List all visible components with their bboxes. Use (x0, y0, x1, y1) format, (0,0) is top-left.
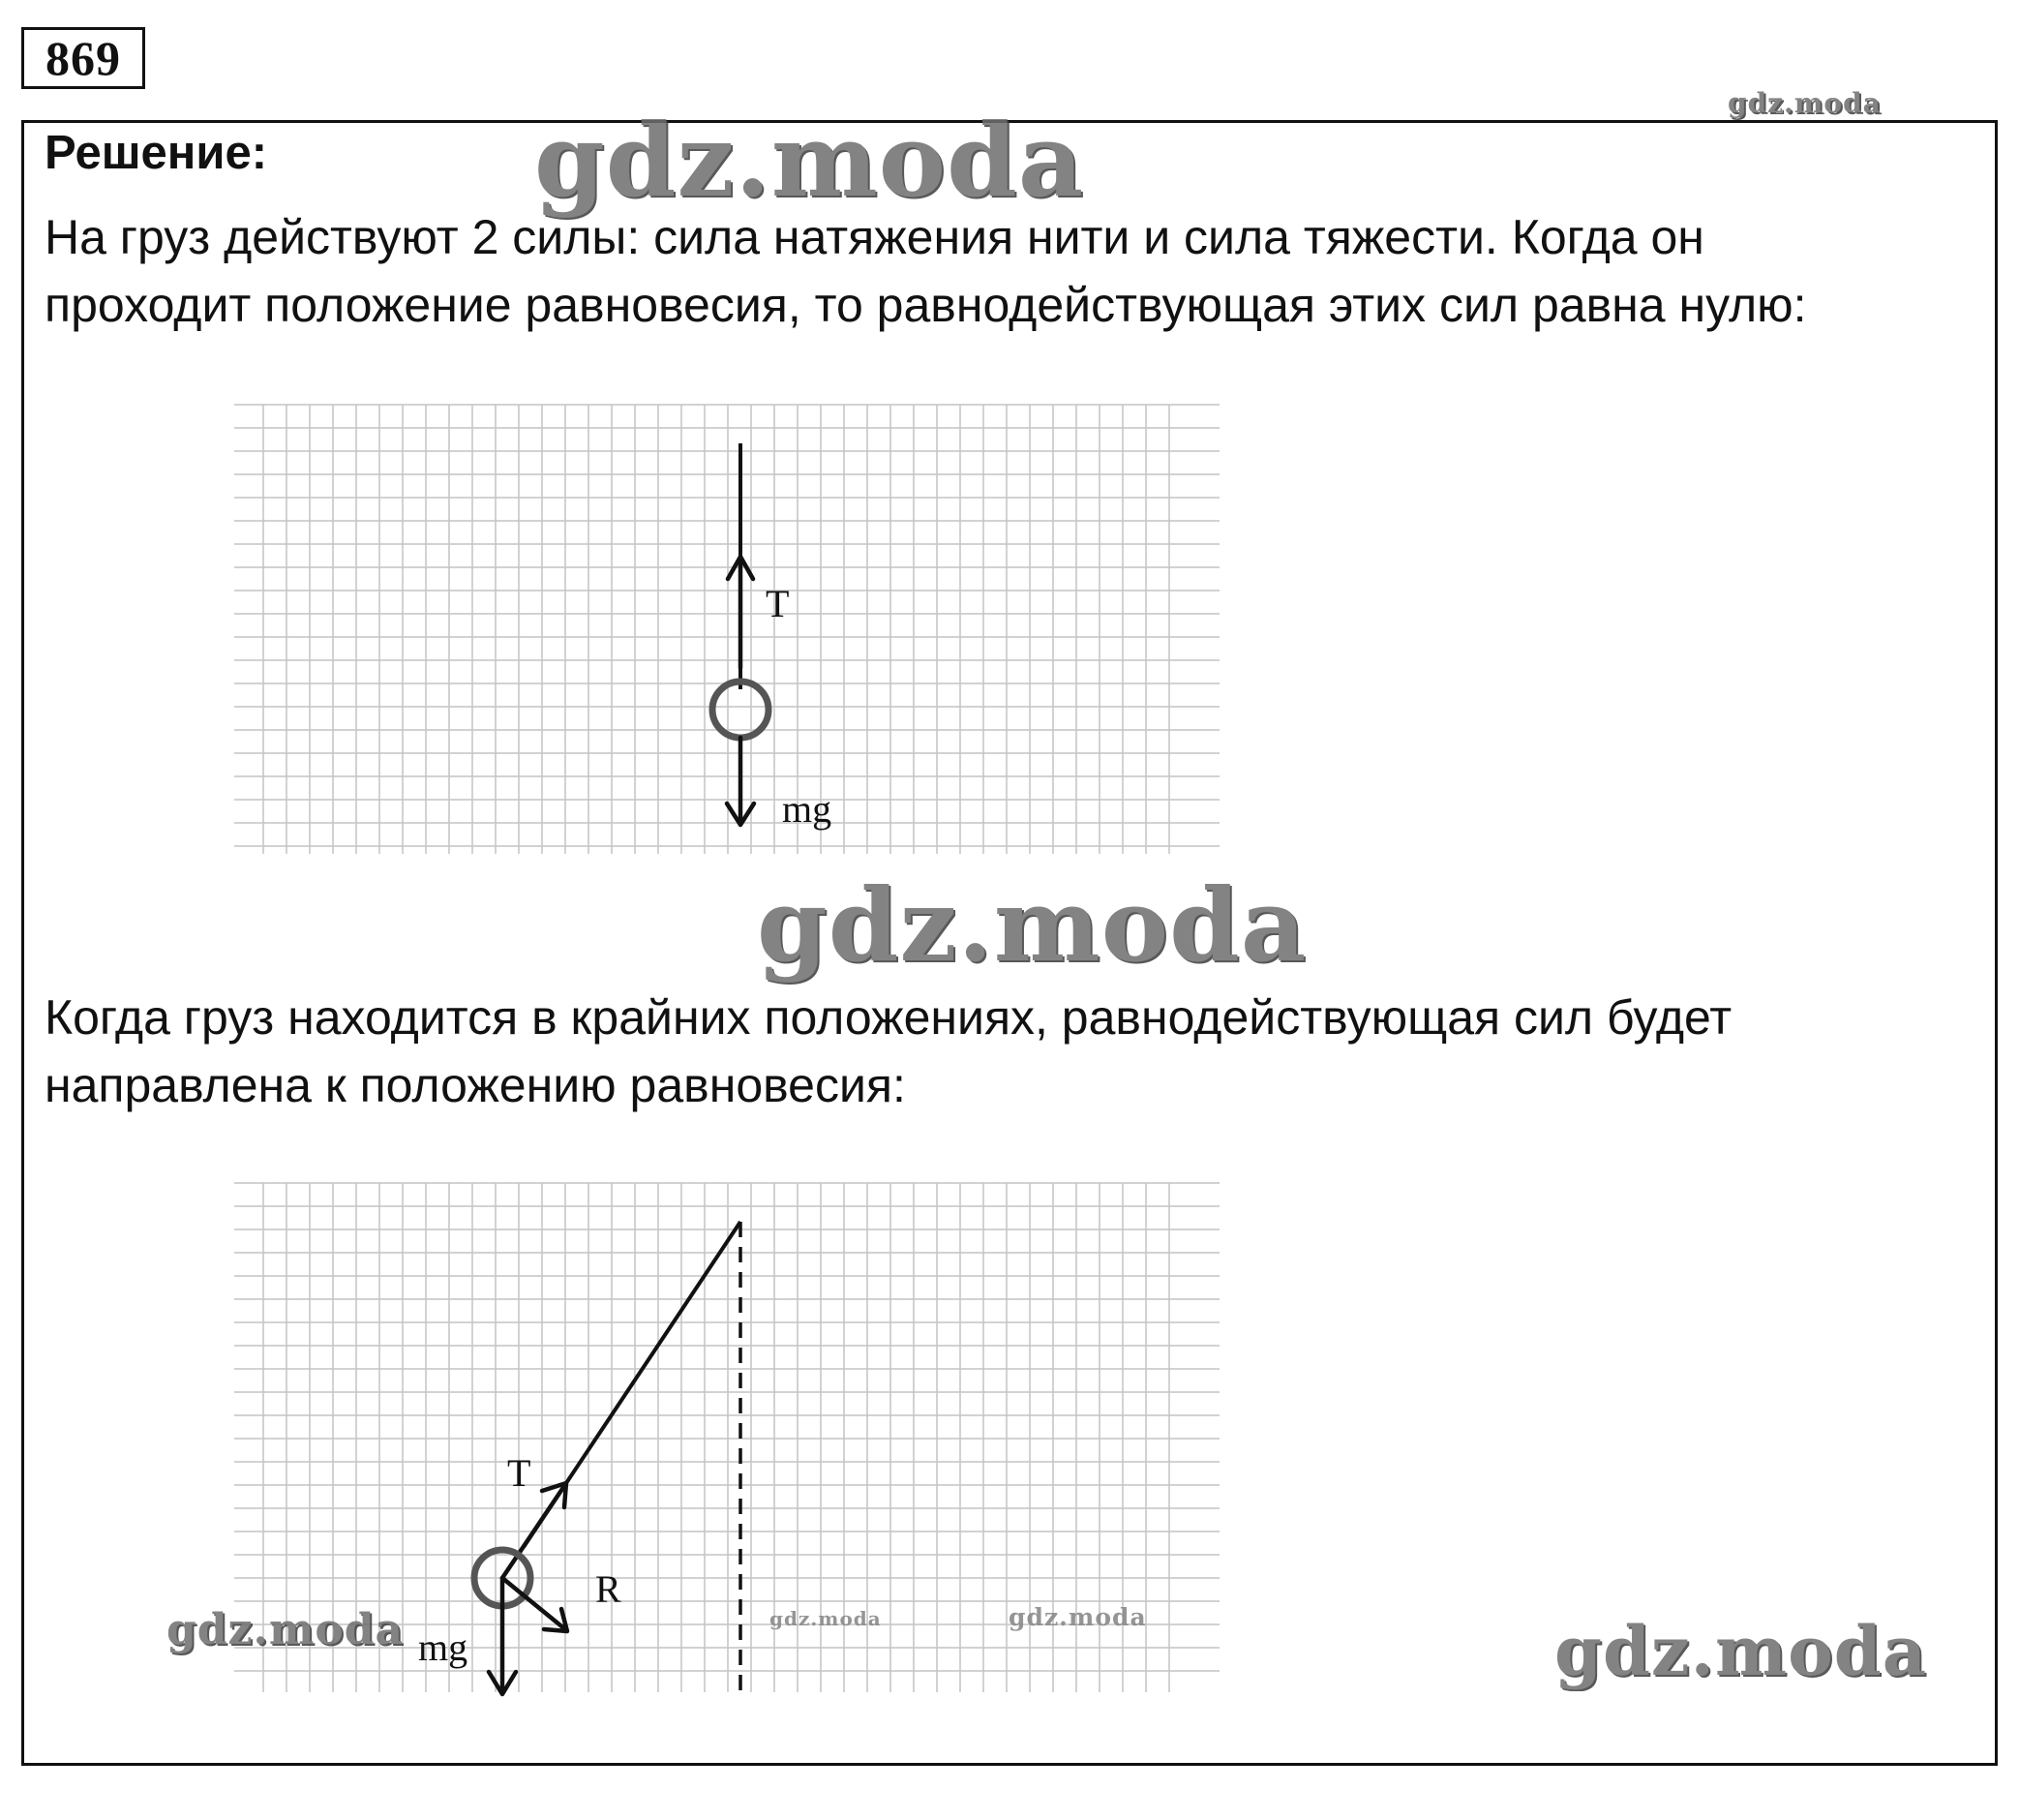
paragraph-line: Когда груз находится в крайних положениях, равнодействующая сил будет (45, 990, 1733, 1045)
gravity-arrow (489, 1578, 516, 1694)
watermark: gdz.moda (1009, 1603, 1147, 1631)
watermark: gdz.moda (1728, 87, 1882, 119)
gravity-label: mg (418, 1625, 468, 1669)
watermark: gdz.moda (1554, 1611, 1928, 1691)
watermark: gdz.moda (757, 865, 1308, 985)
paragraph-line: На груз действуют 2 силы: сила натяжения нити и сила тяжести. Когда он (45, 210, 1704, 264)
paragraph-line: направлена к положению равновесия: (45, 1058, 906, 1112)
watermark: gdz.moda (166, 1605, 405, 1654)
tension-label: T (507, 1451, 531, 1495)
tension-arrow (502, 1483, 566, 1578)
watermark: gdz.moda (769, 1607, 882, 1630)
paragraph-line: проходит положение равновесия, то равнодействующая этих сил равна нулю: (45, 278, 1807, 332)
gravity-label: mg (782, 787, 832, 831)
tension-label: T (766, 582, 790, 625)
solution-heading: Решение: (45, 127, 268, 179)
problem-number: 869 (21, 27, 145, 89)
watermark: gdz.moda (534, 101, 1085, 220)
resultant-label: R (595, 1567, 621, 1611)
